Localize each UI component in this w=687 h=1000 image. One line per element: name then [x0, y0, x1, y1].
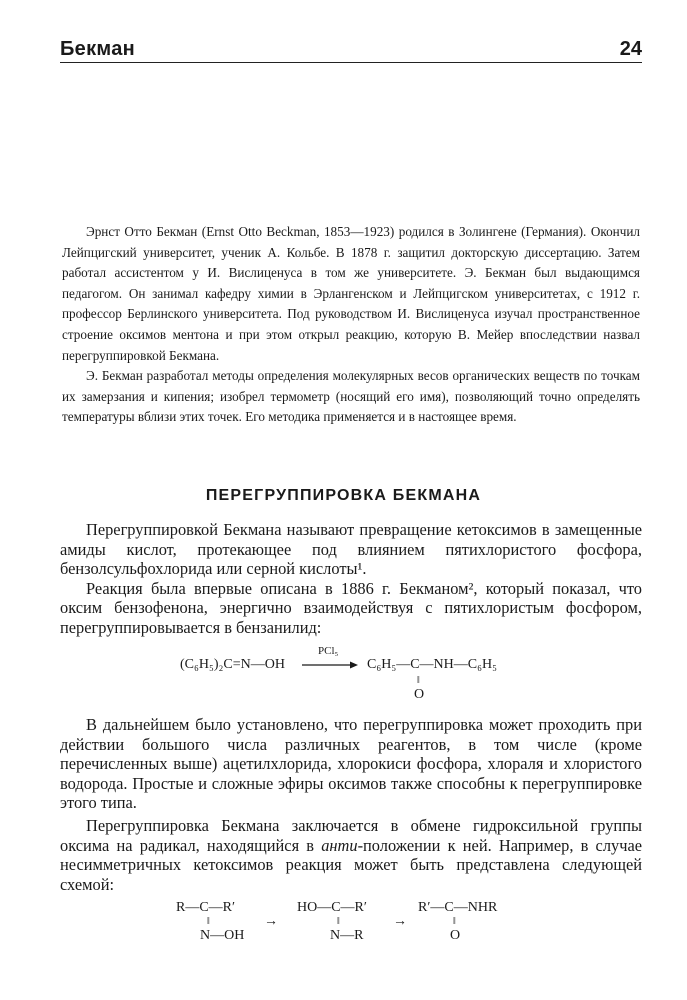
scheme-amide-bottom: O	[450, 928, 461, 943]
page-number: 24	[619, 38, 642, 60]
body-paragraph-2-end: -положении к ней. Например, в случае несимметричных кетоксимов реакция может быть представлена следующей схемой:	[60, 835, 642, 894]
body-block	[60, 715, 642, 897]
biography-paragraph-2: Э. Бекман разработал методы определения молекулярных весов органических веществ по точкам их замерзания и кипения; изобрел термометр (носящий его имя), позволяющий точно определять температуры вблизи этих точек. Его методика применяется и в настоящее время.	[62, 368, 640, 425]
double-bond-mark: ‖	[417, 675, 420, 686]
intro-block	[60, 520, 642, 638]
scheme-ketoxime-bottom: N—OH	[200, 928, 245, 943]
scheme-ketoxime-top: R—C—R′	[176, 900, 236, 915]
intro-paragraph-1: Перегруппировкой Бекмана называют превращение кетоксимов в замещенные амиды кислот, протекающее под влиянием пятихлористого фосфора, бензолсульфохлорида или серной кислоты¹.	[60, 520, 642, 579]
equation-product: C₆H₅—C—NH—C₆H₅	[367, 657, 497, 672]
scheme-intermediate-top: HO—C—R′	[297, 900, 367, 915]
running-header	[60, 38, 642, 63]
biography-paragraph-1: Эрнст Отто Бекман (Ernst Otto Beckman, 1853—1923) родился в Золингене (Германия). Окончил Лейпцигский университет, ученик А. Кольбе. В 1878 г. защитил докторскую диссертацию. Затем работал ассистентом у И. Вислиценуса в том же университете. Э. Бекман был выдающимся педагогом. Он занимал кафедру химии в Эрлангенском и Лейпцигском университетах, с 1912 г. профессор Берлинского университета. Под руководством И. Вислиценуса изучал пространственное строение оксимов ментона и при этом открыл реакцию, которую В. Мейер впоследствии назвал перегруппировкой Бекмана.	[62, 224, 640, 363]
anti-italic: анти	[321, 835, 358, 855]
body-paragraph-2	[60, 816, 642, 894]
running-title: Бекман	[60, 38, 136, 60]
biography-block	[62, 222, 640, 428]
equation-product-oxygen: O	[414, 687, 425, 702]
reaction-arrow-icon	[300, 660, 360, 670]
scheme-arrow-2: →	[393, 914, 407, 929]
scheme-arrow-1: →	[264, 914, 278, 929]
scheme-amide-top: R′—C—NHR	[418, 900, 498, 915]
double-bond-mark: ‖	[337, 916, 340, 927]
section-heading: ПЕРЕГРУППИРОВКА БЕКМАНА	[205, 487, 482, 504]
scheme-intermediate-bottom: N—R	[330, 928, 364, 943]
intro-paragraph-2: Реакция была впервые описана в 1886 г. Бекманом², который показал, что оксим бензофенона, энергично взаимодействуя с пятихлористым фосфором, перегруппировывается в бензанилид:	[60, 578, 642, 637]
equation-reagent: PCl₅	[318, 645, 339, 657]
body-paragraph-2-start: Перегруппировка Бекмана заключается в обмене гидроксильной группы оксима на радикал, находящийся в	[60, 815, 642, 855]
double-bond-mark: ‖	[207, 916, 210, 927]
double-bond-mark: ‖	[453, 916, 456, 927]
body-paragraph-1: В дальнейшем было установлено, что перегруппировка может проходить при действии большого числа различных реагентов, в том числе (кроме перечисленных выше) ацетилхлорида, хлорокиси фосфора, хлораля и хлористого водорода. Простые и сложные эфиры оксимов также способны к перегруппировке этого типа.	[60, 715, 642, 813]
equation-reactant: (C₆H₅)₂C=N—OH	[180, 657, 285, 672]
